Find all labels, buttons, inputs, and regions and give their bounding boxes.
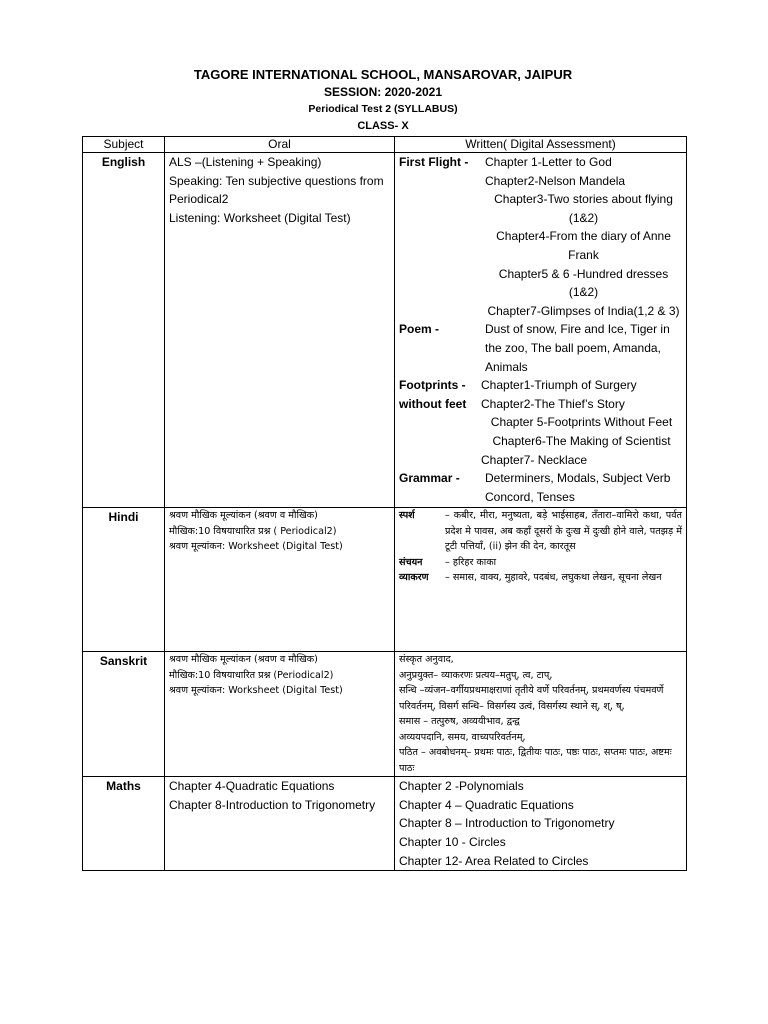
table-row-sanskrit [83, 652, 687, 777]
column-header-subject: Subject [83, 137, 165, 153]
list-item: Chapter2-The Thief’s Story [481, 396, 625, 411]
table-row-hindi [83, 508, 687, 652]
maths-oral-line: Chapter 4-Quadratic Equations [169, 779, 335, 794]
sparsh-text: – कबीर, मीरा, मनुष्यता, बड़े भाईसाहब, तँतारा–वामिरो कथा, पर्वत प्रदेश मे पावस, अब कहाँ दूसरों के दुःख में दुःखी होने वाले, पतझड़ में टूटी पत्तियाँ, (ii) झेन की देन, कारतूस [445, 510, 682, 553]
table-row-english [83, 153, 687, 508]
hindi-oral-line: श्रवण मूल्यांकन: Worksheet (Digital Test) [169, 541, 343, 553]
sparsh-label: स्पर्श [399, 510, 415, 522]
subject-hindi: Hindi [83, 508, 165, 652]
list-item: Chapter7-Glimpses of India(1,2 & 3) [487, 303, 680, 318]
list-item: Chapter3-Two stories about flying (1&2) [494, 192, 673, 225]
hindi-oral [165, 508, 395, 652]
sanskrit-written [395, 652, 687, 777]
list-item: Chapter 12- Area Related to Circles [399, 853, 589, 868]
sanskrit-written-line: सन्धि –व्यंजन–वर्गीयप्रथमाक्षराणां तृतीये वर्णे परिवर्तनम्, प्रथमवर्णस्य पंचमवर्णे परिवर्तनम्, विसर्ग सन्धि– विसर्गस्य उत्वं, विसर्गस्य स्थाने स्, श्, ष्, [399, 685, 664, 712]
table-row-maths [83, 777, 687, 871]
list-item: Chapter 1-Letter to God [485, 155, 612, 169]
sanskrit-written-line: संस्कृत अनुवाद, [399, 654, 454, 666]
hindi-oral-line: मौखिक:10 विषयाधारित प्रश्न ( Periodical2) [169, 525, 337, 537]
poem-label: Poem - [399, 322, 440, 337]
maths-written [395, 777, 687, 871]
list-item: Chapter6-The Making of Scientist [492, 433, 671, 448]
first-flight-label: First Flight - [399, 155, 469, 169]
list-item: Chapter 10 - Circles [399, 835, 506, 850]
list-item: Chapter 5-Footprints Without Feet [490, 415, 673, 430]
sanskrit-written-line: पठित – अवबोधनम्– प्रथमः पाठः, द्वितीयः पाठः, पष्ठः पाठः, सप्तमः पाठः, अष्टमः पाठः [399, 747, 672, 774]
english-oral-line: Listening: Worksheet (Digital Test) [169, 210, 351, 225]
subject-sanskrit: Sanskrit [83, 652, 165, 777]
poem-list: Dust of snow, Fire and Ice, Tiger in the zoo, The ball poem, Amanda, Animals [485, 322, 670, 374]
class-name: CLASS- X [357, 120, 409, 132]
list-item: Chapter1-Triumph of Surgery [481, 378, 637, 393]
column-header-written: Written( Digital Assessment) [395, 137, 687, 153]
school-name: TAGORE INTERNATIONAL SCHOOL, MANSAROVAR, JAIPUR [193, 67, 573, 82]
document-header [80, 66, 686, 134]
sanskrit-oral-line: श्रवण मौखिक मूल्यांकन (श्रवण व मौखिक) [169, 654, 318, 666]
sanchayan-label: संचयन [399, 556, 423, 568]
english-oral-line: Speaking: Ten subjective questions from Periodical2 [169, 173, 384, 207]
english-written [395, 153, 687, 508]
list-item: Chapter5 & 6 -Hundred dresses (1&2) [498, 266, 669, 300]
sanskrit-written-line: अव्ययपदानि, समय, वाच्यपरिवर्तनम्, [399, 731, 526, 743]
sanskrit-oral [165, 652, 395, 777]
sanskrit-oral-line: मौखिक:10 विषयाधारित प्रश्न (Periodical2) [169, 669, 334, 681]
grammar-list: Determiners, Modals, Subject Verb Concord, Tenses [485, 471, 671, 504]
vyakaran-label: व्याकरण [399, 572, 429, 584]
hindi-oral-line: श्रवण मौखिक मूल्यांकन (श्रवण व मौखिक) [169, 510, 318, 522]
session: SESSION: 2020-2021 [323, 85, 443, 99]
column-header-oral: Oral [165, 137, 395, 153]
list-item: Chapter4-From the diary of Anne Frank [496, 229, 671, 262]
sanskrit-oral-line: श्रवण मूल्यांकन: Worksheet (Digital Test) [169, 685, 343, 697]
list-item: Chapter 4 – Quadratic Equations [399, 797, 574, 812]
english-oral [165, 153, 395, 508]
subject-maths: Maths [83, 777, 165, 871]
grammar-label: Grammar - [399, 471, 460, 486]
maths-oral-line: Chapter 8-Introduction to Trigonometry [169, 797, 376, 812]
footprints-label [399, 376, 481, 469]
sanskrit-written-line: समास – तत्पुरुष, अव्ययीभाव, द्वन्द्व [399, 716, 520, 728]
list-item: Chapter 8 – Introduction to Trigonometry [399, 816, 615, 831]
vyakaran-text: – समास, वाक्य, मुहावरे, पदबंध, लघुकथा लेखन, सूचना लेखन [445, 572, 662, 584]
maths-oral [165, 777, 395, 871]
footprints-label-line: without feet [399, 396, 467, 411]
subject-english: English [83, 153, 165, 508]
sanchayan-text: – हरिहर काका [445, 556, 497, 568]
table-header-row [83, 137, 687, 153]
list-item: Chapter 2 -Polynomials [399, 779, 524, 794]
test-name: Periodical Test 2 (SYLLABUS) [308, 103, 458, 115]
footprints-label-line: Footprints - [399, 378, 466, 393]
sanskrit-written-line: अनुप्रयुक्त– व्याकरणः प्रत्यय–मतुप्, त्व, टाप्, [399, 669, 553, 681]
list-item: Chapter2-Nelson Mandela [485, 173, 626, 188]
list-item: Chapter7- Necklace [481, 452, 588, 467]
hindi-written [395, 508, 687, 652]
syllabus-table [82, 136, 687, 871]
english-oral-line: ALS –(Listening + Speaking) [169, 155, 322, 169]
